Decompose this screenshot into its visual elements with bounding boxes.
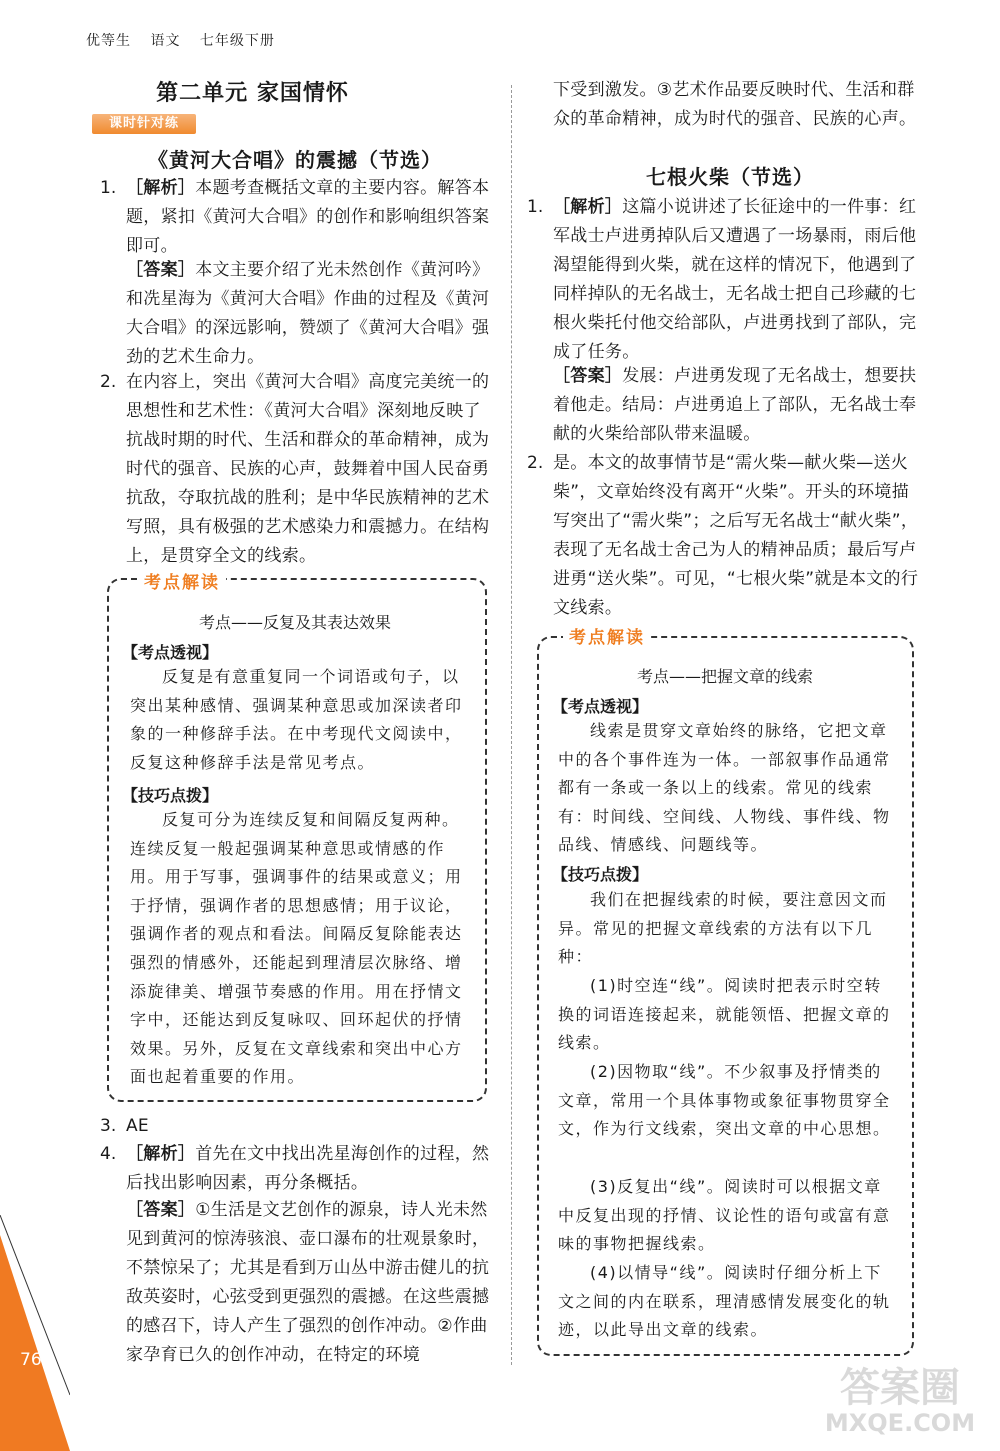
answer-text: 发展：卢进勇发现了无名战士，想要扶着他走。结局：卢进勇追上了部队，无名战士奉献的火柴给部队带来温暖。 (553, 366, 917, 444)
box-tag-right: 考点解读 (563, 623, 651, 648)
analysis-label: ［解析］ (126, 178, 196, 198)
q3-number: 3. (100, 1116, 117, 1136)
q4-analysis (126, 1140, 492, 1198)
r-q2-number: 2. (527, 453, 544, 473)
box-method4: (4)以情导“线”。阅读时仔细分析上下文之间的内在联系，理清感情发展变化的轨迹，以此导出文章的线索。 (558, 1263, 891, 1340)
grade-label: 七年级下册 (199, 33, 275, 49)
r-q1-answer (553, 362, 919, 449)
section-title-left: 《黄河大合唱》的震撼（节选） (148, 148, 442, 172)
box-method2: (2)因物取“线”。不少叙事及抒情类的文章，常用一个具体事物或象征事物贯穿全文，作为行文线索，突出文章的中心思想。 (558, 1062, 891, 1139)
box-text2-left: 反复可分为连续反复和间隔反复两种。连续反复一般起强调某种意思或情感的作用。用于写事，强调事件的结果或意义；用于抒情，强调作者的思想感情；用于议论，强调作者的观点和看法。间隔反复除能表达强烈的情感外，还能起到理清层次脉络、增添旋律美、增强节奏感的作用。用在抒情文字中，还能达到反复咏叹、回环起伏的抒情效果。另外，反复在文章线索和突出中心方面也起着重要的作用。 (130, 810, 463, 1087)
q3-text: AE (126, 1116, 149, 1136)
unit-title: 第二单元 家国情怀 (156, 81, 349, 106)
subject-label: 语文 (150, 33, 181, 49)
answer-label: ［答案］ (553, 366, 623, 386)
page-corner-decoration (0, 1215, 70, 1451)
watermark-logo (805, 1365, 995, 1448)
analysis-text: 首先在文中找出冼星海创作的过程，然后找出影响因素，再分条概括。 (126, 1144, 490, 1193)
box-title-right: 考点——把握文章的线索 (636, 667, 813, 686)
answer-text: ①生活是文艺创作的源泉，诗人光未然见到黄河的惊涛骇浪、壶口瀑布的壮观景象时，不禁惊呆了；尤其是看到万山丛中游击健儿的抗敌英姿时，心弦受到更强烈的震撼。在这些震撼的感召下，诗人产生了强烈的创作冲动。②作曲家孕育已久的创作冲动，在特定的环境 (126, 1200, 490, 1365)
q1-analysis (126, 174, 492, 261)
analysis-text: 这篇小说讲述了长征途中的一件事：红军战士卢进勇掉队后又遭遇了一场暴雨，雨后他渴望能得到火柴，就在这样的情况下，他遇到了同样掉队的无名战士，无名战士把自己珍藏的七根火柴托付他交给部队，卢进勇找到了部队，完成了任务。 (553, 197, 917, 362)
analysis-label: ［解析］ (553, 197, 623, 217)
box-label2-left: 【技巧点拨】 (122, 786, 219, 805)
analysis-text: 本题考查概括文章的主要内容。解答本题，紧扣《黄河大合唱》的创作和影响组织答案即可。 (126, 178, 490, 256)
box-text1-right: 线索是贯穿文章始终的脉络，它把文章中的各个事件连为一体。一部叙事作品通常都有一条或一条以上的线索。常见的线索有：时间线、空间线、人物线、事件线、物品线、情感线、问题线等。 (558, 721, 891, 855)
section-title-right: 七根火柴（节选） (646, 165, 814, 189)
brand-label: 优等生 (86, 33, 131, 49)
box-label2-right: 【技巧点拨】 (552, 865, 649, 884)
box-method3: (3)反复出“线”。阅读时可以根据文章中反复出现的抒情、议论性的语句或富有意味的事物把握线索。 (558, 1177, 891, 1254)
answer-label: ［答案］ (126, 1200, 196, 1220)
running-header (86, 30, 289, 50)
q1-answer (126, 256, 492, 372)
analysis-label: ［解析］ (126, 1144, 196, 1164)
lesson-practice-tag: 课时针对练 (92, 114, 196, 134)
box-method1: (1)时空连“线”。阅读时把表示时空转换的词语连接起来，就能领悟、把握文章的线索。 (558, 976, 891, 1053)
page-number: 76 (20, 1350, 42, 1370)
continued-answer: 下受到激发。③艺术作品要反映时代、生活和群众的革命精神，成为时代的强音、民族的心声。 (553, 80, 917, 129)
column-divider (511, 85, 512, 1365)
q4-answer (126, 1196, 492, 1370)
box-title-left: 考点——反复及其表达效果 (198, 613, 391, 632)
box-tag-left: 考点解读 (138, 568, 226, 593)
box-label1-left: 【考点透视】 (122, 643, 219, 662)
answer-label: ［答案］ (126, 260, 196, 280)
box-text1-left: 反复是有意重复同一个词语或句子，以突出某种感情、强调某种意思或加深读者印象的一种修辞手法。在中考现代文阅读中，反复这种修辞手法是常见考点。 (130, 667, 463, 772)
r-q1-analysis (553, 193, 919, 367)
q4-number: 4. (100, 1144, 117, 1164)
q2-number: 2. (100, 372, 117, 392)
q1-number: 1. (100, 178, 117, 198)
watermark-line1: 答案圈 (840, 1365, 960, 1411)
box-text2-right: 我们在把握线索的时候，要注意因文而异。常见的把握文章线索的方法有以下几种： (558, 890, 888, 967)
answer-text: 本文主要介绍了光未然创作《黄河吟》和冼星海为《黄河大合唱》作曲的过程及《黄河大合唱》的深远影响，赞颂了《黄河大合唱》强劲的艺术生命力。 (126, 260, 490, 367)
q2-text: 在内容上，突出《黄河大合唱》高度完美统一的思想性和艺术性：《黄河大合唱》深刻地反映了抗战时期的时代、生活和群众的革命精神，成为时代的强音、民族的心声，鼓舞着中国人民奋勇抗敌，夺取抗战的胜利；是中华民族精神的艺术写照，具有极强的艺术感染力和震撼力。在结构上，是贯穿全文的线索。 (126, 372, 490, 566)
box-label1-right: 【考点透视】 (552, 697, 649, 716)
r-q2-text: 是。本文的故事情节是“需火柴—献火柴—送火柴”，文章始终没有离开“火柴”。开头的环境描写突出了“需火柴”；之后写无名战士“献火柴”，表现了无名战士舍己为人的精神品质；最后写卢进勇“送火柴”。可见，“七根火柴”就是本文的行文线索。 (553, 453, 919, 618)
r-q1-number: 1. (527, 197, 544, 217)
watermark-line2: MXQE.COM (824, 1409, 976, 1437)
